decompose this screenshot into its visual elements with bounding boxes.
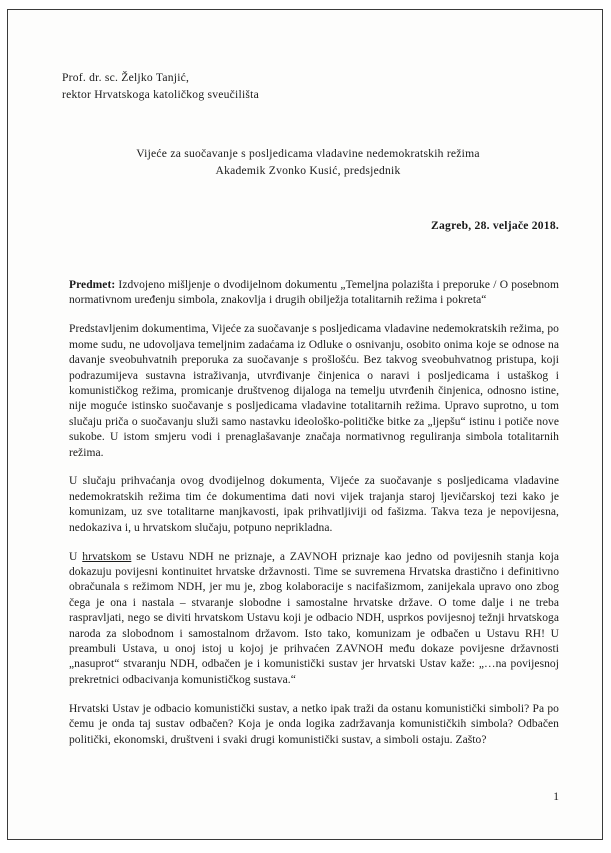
paragraph-3-underlined-word: hrvatskom bbox=[82, 550, 132, 563]
paragraph-3-ndh bbox=[69, 550, 559, 689]
page-content bbox=[8, 10, 602, 839]
subject-label: Predmet: bbox=[69, 279, 116, 291]
place-and-date: Zagreb, 28. veljače 2018. bbox=[431, 219, 559, 232]
council-line-1: Vijeće za suočavanje s posljedicama vladavine nedemokratskih režima bbox=[136, 147, 480, 160]
letter-body bbox=[69, 278, 559, 748]
addressee-line-2: rektor Hrvatskoga katoličkog sveučilišta bbox=[62, 87, 259, 101]
page-number: 1 bbox=[553, 791, 559, 803]
addressee-block bbox=[62, 70, 259, 103]
subject-paragraph bbox=[69, 278, 559, 309]
council-block bbox=[62, 146, 554, 179]
paragraph-3-rest: se Ustavu NDH ne priznaje, a ZAVNOH priznaje kao jedno od povijesnih stanja koja dokazuju povijesni kontinuitet hrvatske državnosti. Time se suvremena Hrvatska drastično i definitivno obračunala s režimom NDH, jer mu je, zbog kolaboracije s nacifašizmom, zanijekala upravo ono zbog čega je ona i nastala – stvaranje slobodne i samostalne hrvatske države. O tome dalje i ne treba raspravljati, nego se diviti hrvatskom Ustavu koji je odbacio NDH, usprkos povijesnoj težnji hrvatskoga naroda za slobodnom i samostalnom državom. Isto tako, komunizam je odbačen u Ustavu RH! U preambuli Ustava, u onoj istoj u kojoj je prihvaćen ZAVNOH među dokaze povijesne državnosti „nasuprot“ stvaranju NDH, odbačen je i komunistički sustav jer hrvatski Ustav kaže: „…na povijesnoj prekretnici odbacivanja komunističkog sustava.“ bbox=[69, 550, 560, 686]
subject-text: Izdvojeno mišljenje o dvodijelnom dokumentu „Temeljna polazišta i preporuke / O posebnom normativnom uređenju simbola, znakovlja i drugih obilježja totalitarnih režima i pokreta“ bbox=[69, 279, 559, 307]
paragraph-4: Hrvatski Ustav je odbacio komunistički sustav, a netko ipak traži da ostanu komunistički simboli? Pa po čemu je onda taj sustav odbačen? Koja je onda logika zadržavanja komunističkih simbola? Odbačen politički, ekonomski, društveni i svaki drugi komunistički sustav, a simboli ostaju. Zašto? bbox=[69, 702, 559, 746]
document-page bbox=[7, 9, 603, 840]
paragraph-3-prefix: U bbox=[69, 550, 83, 563]
council-line-2: Akademik Zvonko Kusić, predsjednik bbox=[215, 163, 401, 177]
paragraph-2: U slučaju prihvaćanja ovog dvodijelnog dokumenta, Vijeće za suočavanje s posljedicama vladavine nedemokratskih režima tim će dokumentima dati novi vijek trajanja staroj ljevičarskoj tezi kako je komunizam, uz sve totalitarne manjkavosti, ipak prihvatljiviji od fašizma. Takva teza je nepovijesna, nedokaziva i, u hrvatskom slučaju, potpuno neprikladna. bbox=[69, 475, 559, 534]
addressee-line-1: Prof. dr. sc. Željko Tanjić, bbox=[62, 71, 190, 84]
paragraph-1: Predstavljenim dokumentima, Vijeće za suočavanje s posljedicama vladavine nedemokratskih režima, po mome sudu, ne udovoljava temeljnim zadaćama iz Odluke o osnivanju, osobito onima koje se odnose na davanje sveobuhvatnih preporuka za suočavanje s prošlošću. Bez takvog sveobuhvatnog pristupa, koji podrazumijeva sustavna istraživanja, utvrđivanje činjenica o naravi i posljedicama i ustaškog i komunističkog režima, promicanje društvenog dijaloga na temelju utvrđenih činjenica, odnosno istine, nije moguće istinsko suočavanje s posljedicama vladavine totalitarnih režima. Upravo suprotno, u tom slučaju priča o suočavanju služi samo nastavku ideološko-političke bitke za „ljepšu“ istinu i potiče nove sukobe. U istom smjeru vodi i prenaglašavanje značaja normativnog reguliranja simbola totalitarnih režima. bbox=[69, 323, 559, 459]
